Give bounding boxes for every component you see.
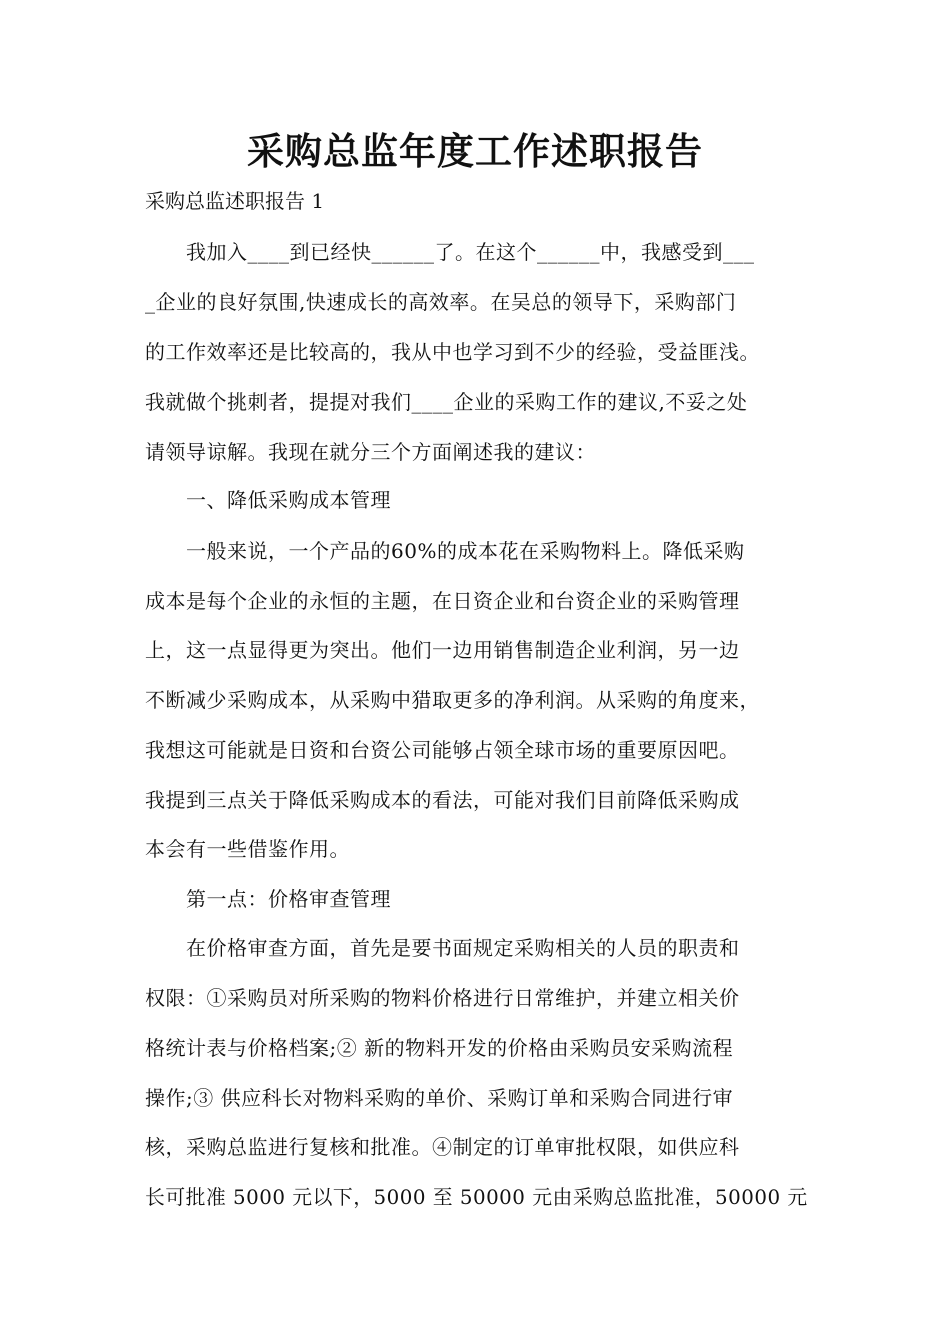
body-line: 在价格审查方面，首先是要书面规定采购相关的人员的职责和 [145,936,740,960]
section-heading: 第一点：价格审查管理 [145,887,391,911]
body-line: 成本是每个企业的永恒的主题，在日资企业和台资企业的采购管理 [145,589,740,613]
body-line: 格统计表与价格档案;② 新的物料开发的价格由采购员安采购流程 [145,1036,734,1060]
document-subtitle: 采购总监述职报告 1 [145,189,325,213]
body-line: 不断减少采购成本，从采购中猎取更多的净利润。从采购的角度来， [145,688,760,712]
body-line: 我就做个挑刺者，提提对我们____企业的采购工作的建议,不妥之处 [145,390,748,414]
body-line: 权限：①采购员对所采购的物料价格进行日常维护，并建立相关价 [145,986,740,1010]
body-line: 请领导谅解。我现在就分三个方面阐述我的建议： [145,440,596,464]
body-line: 的工作效率还是比较高的，我从中也学习到不少的经验，受益匪浅。 [145,340,760,364]
body-line: 我加入____到已经快______了。在这个______中，我感受到___ [145,240,755,264]
body-line: 一般来说，一个产品的60%的成本花在采购物料上。降低采购 [145,539,745,563]
body-line: 本会有一些借鉴作用。 [145,837,350,861]
body-line: 长可批准 5000 元以下，5000 至 50000 元由采购总监批准，50000 元 [145,1185,808,1209]
body-line: 我想这可能就是日资和台资公司能够占领全球市场的重要原因吧。 [145,738,740,762]
body-line: 操作;③ 供应科长对物料采购的单价、采购订单和采购合同进行审 [145,1086,734,1110]
body-line: 核，采购总监进行复核和批准。④制定的订单审批权限，如供应科 [145,1135,740,1159]
document-title: 采购总监年度工作述职报告 [247,130,703,173]
body-line: _企业的良好氛围,快速成长的高效率。在吴总的领导下，采购部门 [145,290,737,314]
body-line: 上，这一点显得更为突出。他们一边用销售制造企业利润，另一边 [145,638,740,662]
body-line: 我提到三点关于降低采购成本的看法，可能对我们目前降低采购成 [145,788,740,812]
section-heading: 一、降低采购成本管理 [145,488,391,512]
